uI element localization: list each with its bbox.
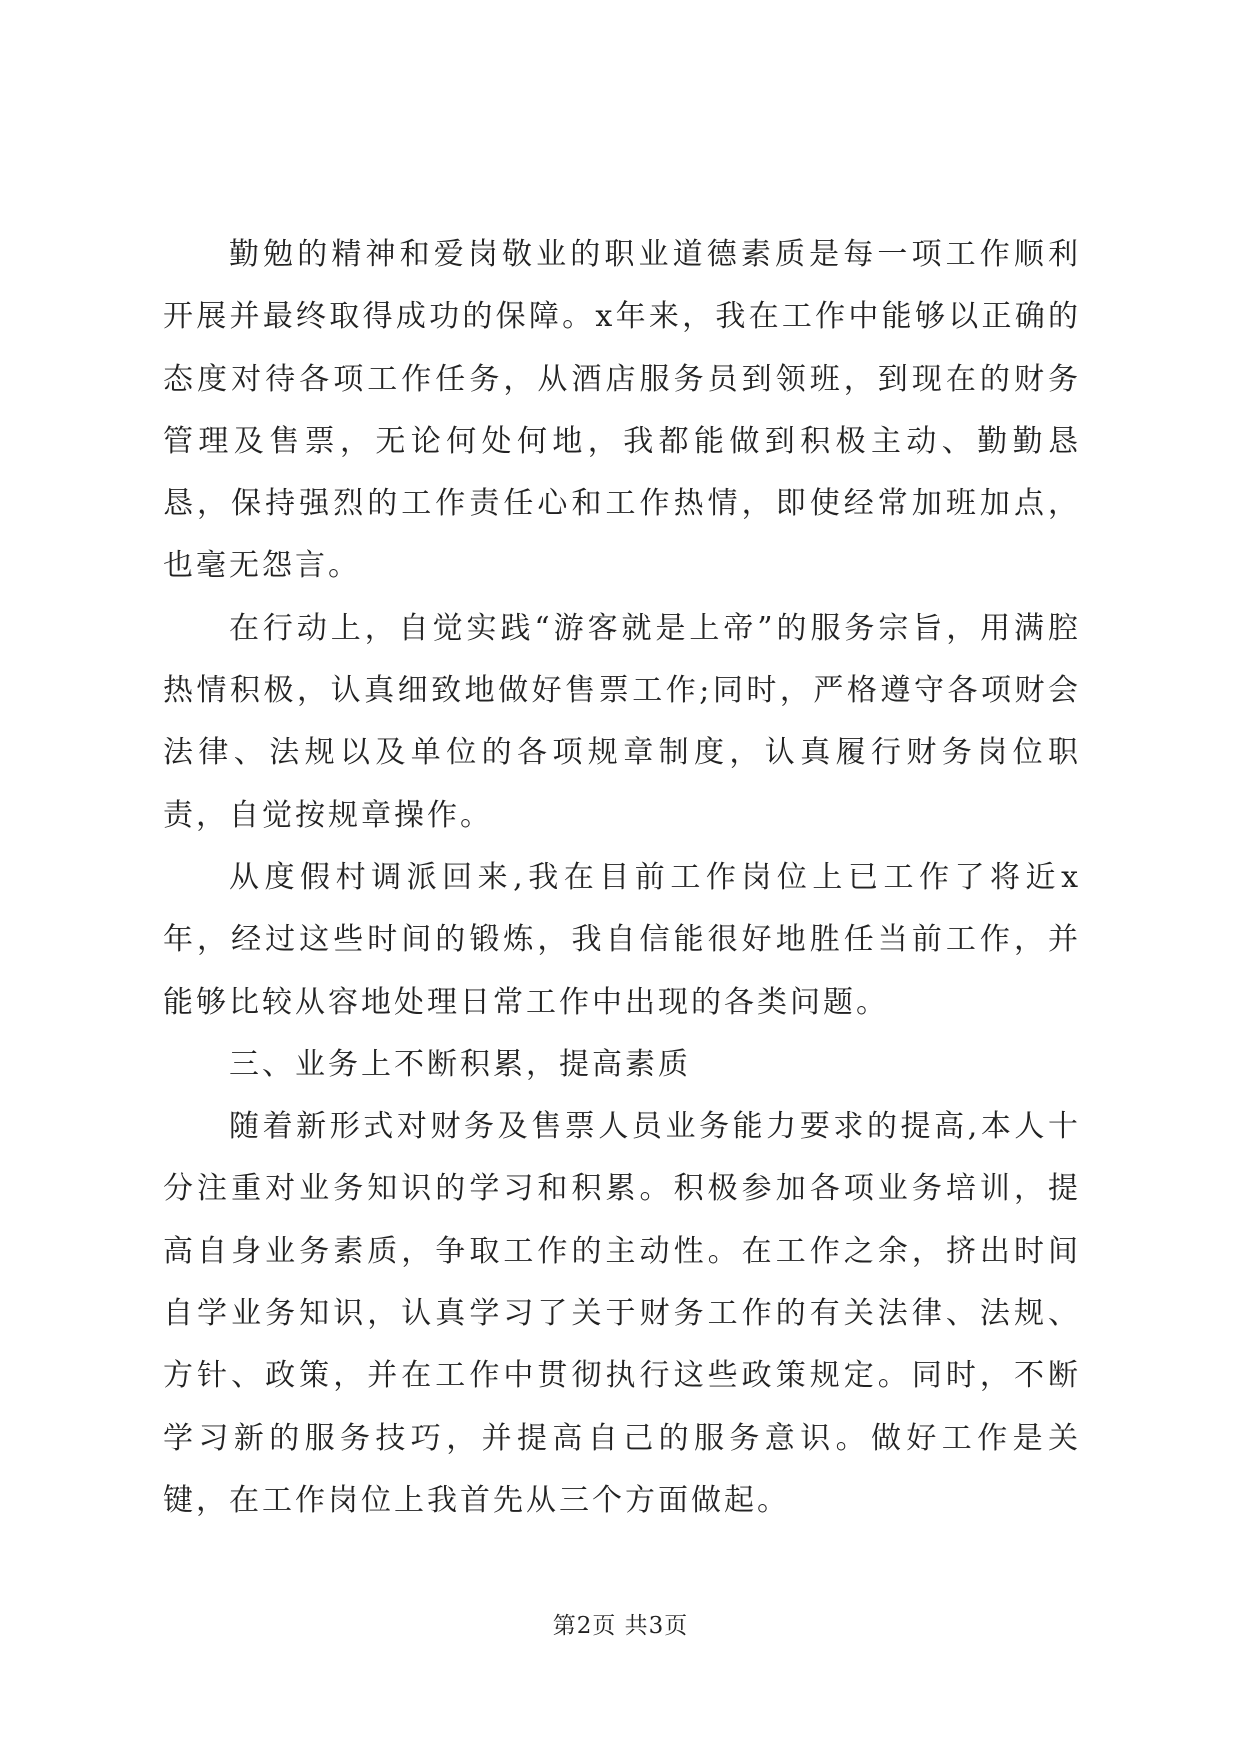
paragraph-service-action: 在行动上，自觉实践“游客就是上帝”的服务宗旨，用满腔热情积极，认真细致地做好售票工作;同时，严格遵守各项财会法律、法规以及单位的各项规章制度，认真履行财务岗位职责，自觉按规章操作。 [163,610,1081,833]
document-body [163,224,1081,1532]
section-heading-3: 三、业务上不断积累，提高素质 [229,1046,691,1082]
paragraph-professional-study: 随着新形式对财务及售票人员业务能力要求的提高,本人十分注重对业务知识的学习和积累。积极参加各项业务培训，提高自身业务素质，争取工作的主动性。在工作之余，挤出时间自学业务知识，认真学习了关于财务工作的有关法律、法规、方针、政策，并在工作中贯彻执行这些政策规定。同时，不断学习新的服务技巧，并提高自己的服务意识。做好工作是关键，在工作岗位上我首先从三个方面做起。 [163,1109,1081,1518]
paragraph-work-ethic: 勤勉的精神和爱岗敬业的职业道德素质是每一项工作顺利开展并最终取得成功的保障。x年来，我在工作中能够以正确的态度对待各项工作任务，从酒店服务员到领班，到现在的财务管理及售票，无论何处何地，我都能做到积极主动、勤勤恳恳，保持强烈的工作责任心和工作热情，即使经常加班加点，也毫无怨言。 [163,237,1081,584]
page-number-footer: 第2页 共3页 [552,1613,689,1639]
paragraph-current-post: 从度假村调派回来,我在目前工作岗位上已工作了将近x年，经过这些时间的锻炼，我自信能很好地胜任当前工作，并能够比较从容地处理日常工作中出现的各类问题。 [163,859,1081,1020]
